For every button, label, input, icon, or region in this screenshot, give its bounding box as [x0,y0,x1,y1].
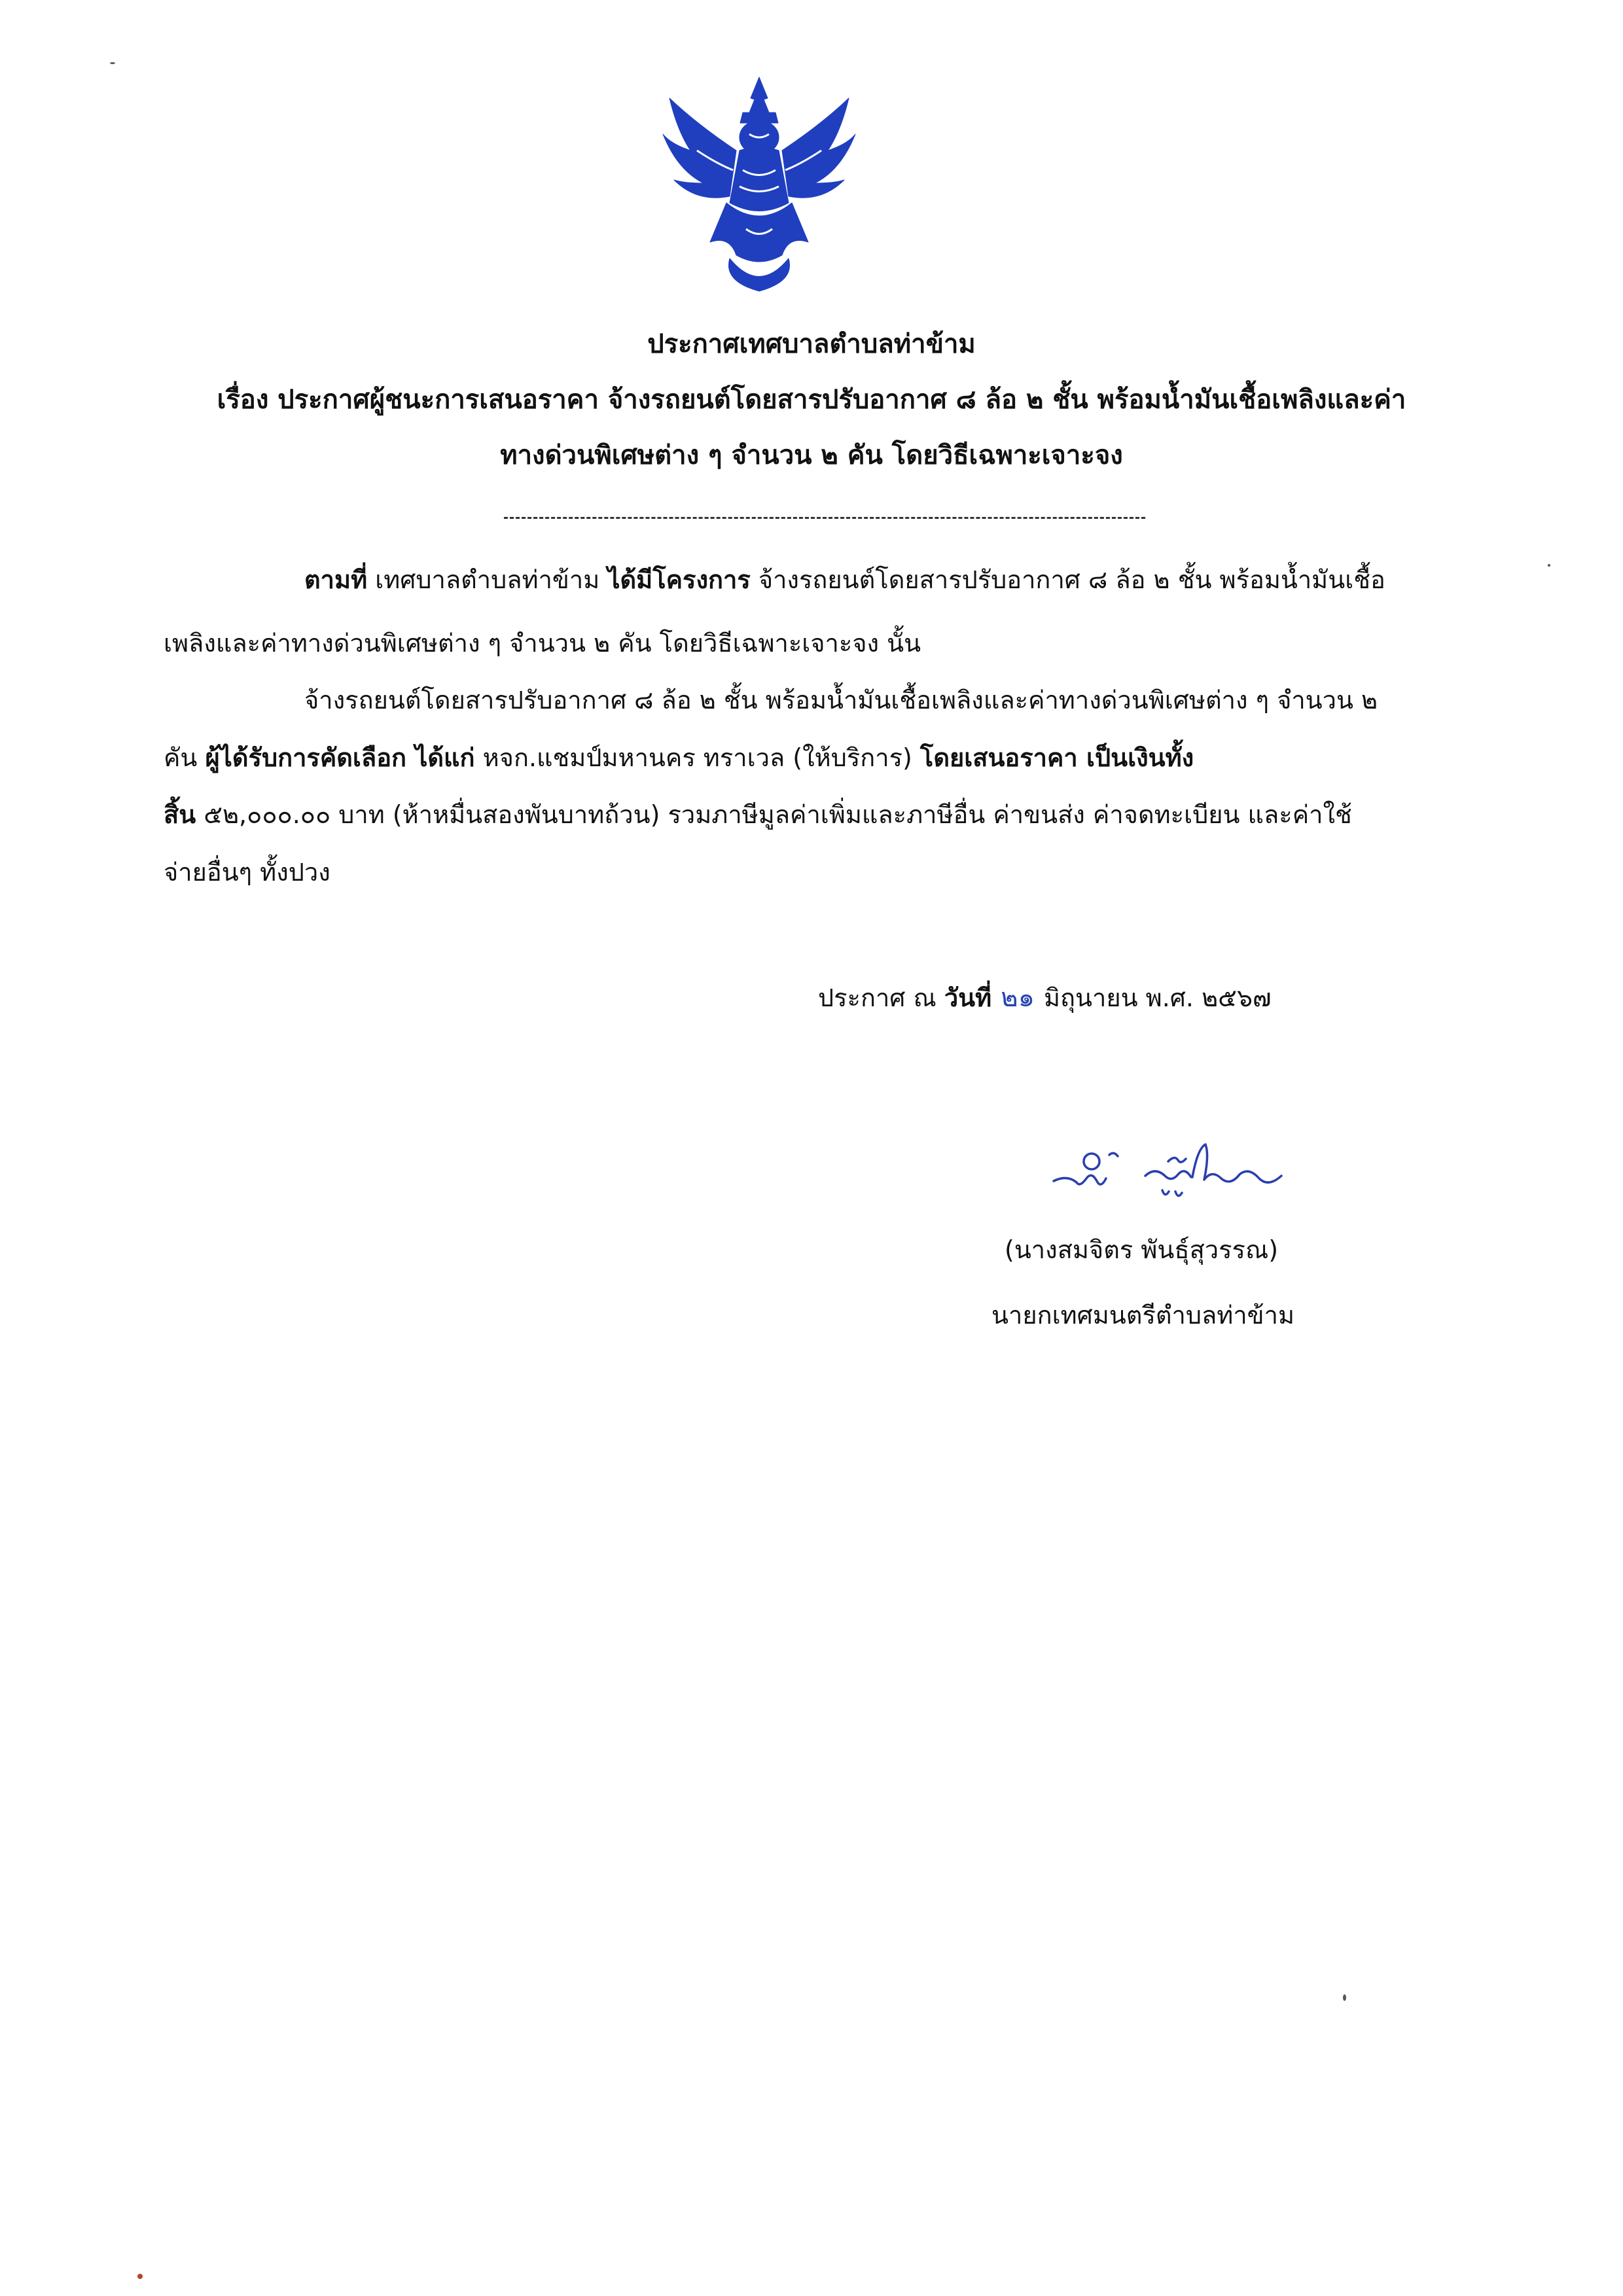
paragraph-2-line-4: จ่ายอื่นๆ ทั้งปวง [164,858,330,887]
paragraph-2-line-3 [164,796,1352,833]
date-month-year: มิถุนายน พ.ศ. ๒๕๖๗ [1043,983,1272,1012]
signature-handwritten [1041,1135,1302,1207]
date-prefix: ประกาศ ณ [818,983,944,1012]
announcement-subject-line-1: เรื่อง ประกาศผู้ชนะการเสนอราคา จ้างรถยนต์โดยสารปรับอากาศ ๘ ล้อ ๒ ชั้น พร้อมน้ำมันเชื้อเพลิงและค่า [217,385,1406,415]
p1-text: เทศบาลตำบลท่าข้าม [367,565,608,594]
scan-speck [137,2274,143,2279]
p2-bold-3: สิ้น [164,800,196,829]
p2-vendor: หจก.แชมป์มหานคร ทราเวล (ให้บริการ) [474,743,920,772]
announcement-org-title: ประกาศเทศบาลตำบลท่าข้าม [647,329,976,359]
p2-amount-text: ๕๒,๐๐๐.๐๐ บาท (ห้าหมื่นสองพันบาทถ้วน) รวมภาษีมูลค่าเพิ่มและภาษีอื่น ค่าขนส่ง ค่าจดทะเบียน และค่าใช้ [196,800,1352,829]
p1-bold: ได้มีโครงการ [607,565,751,594]
scan-speck [1548,564,1550,567]
scan-speck [110,62,115,64]
announcement-date [818,980,1272,1016]
paragraph-2-line-1: จ้างรถยนต์โดยสารปรับอากาศ ๘ ล้อ ๒ ชั้น พร้อมน้ำมันเชื้อเพลิงและค่าทางด่วนพิเศษต่าง ๆ จำนวน ๒ [304,686,1378,715]
p2-bold-2: โดยเสนอราคา เป็นเงินทั้ง [919,743,1194,772]
paragraph-1-line-1 [304,561,1385,598]
p2-bold: ผู้ได้รับการคัดเลือก ได้แก่ [205,743,475,772]
header-divider [504,517,1145,519]
paragraph-2-line-2 [164,739,1194,776]
date-day-handwritten: ๒๑ [1001,983,1035,1013]
date-day-label: วันที่ [944,983,992,1012]
scan-speck [1343,1994,1346,2001]
paragraph-1-line-2: เพลิงและค่าทางด่วนพิเศษต่าง ๆ จำนวน ๒ คัน โดยวิธีเฉพาะเจาะจง นั้น [164,629,921,658]
garuda-emblem-icon [658,72,861,294]
announcement-subject-line-2: ทางด่วนพิเศษต่าง ๆ จำนวน ๒ คัน โดยวิธีเฉพาะเจาะจง [500,440,1123,470]
signatory-name: (นางสมจิตร พันธุ์สุวรรณ) [1005,1235,1279,1264]
p2-text-start: คัน [164,743,205,772]
p1-text-end: จ้างรถยนต์โดยสารปรับอากาศ ๘ ล้อ ๒ ชั้น พร้อมน้ำมันเชื้อ [750,565,1385,594]
signatory-title: นายกเทศมนตรีตำบลท่าข้าม [991,1301,1295,1330]
p1-lead: ตามที่ [304,565,368,594]
